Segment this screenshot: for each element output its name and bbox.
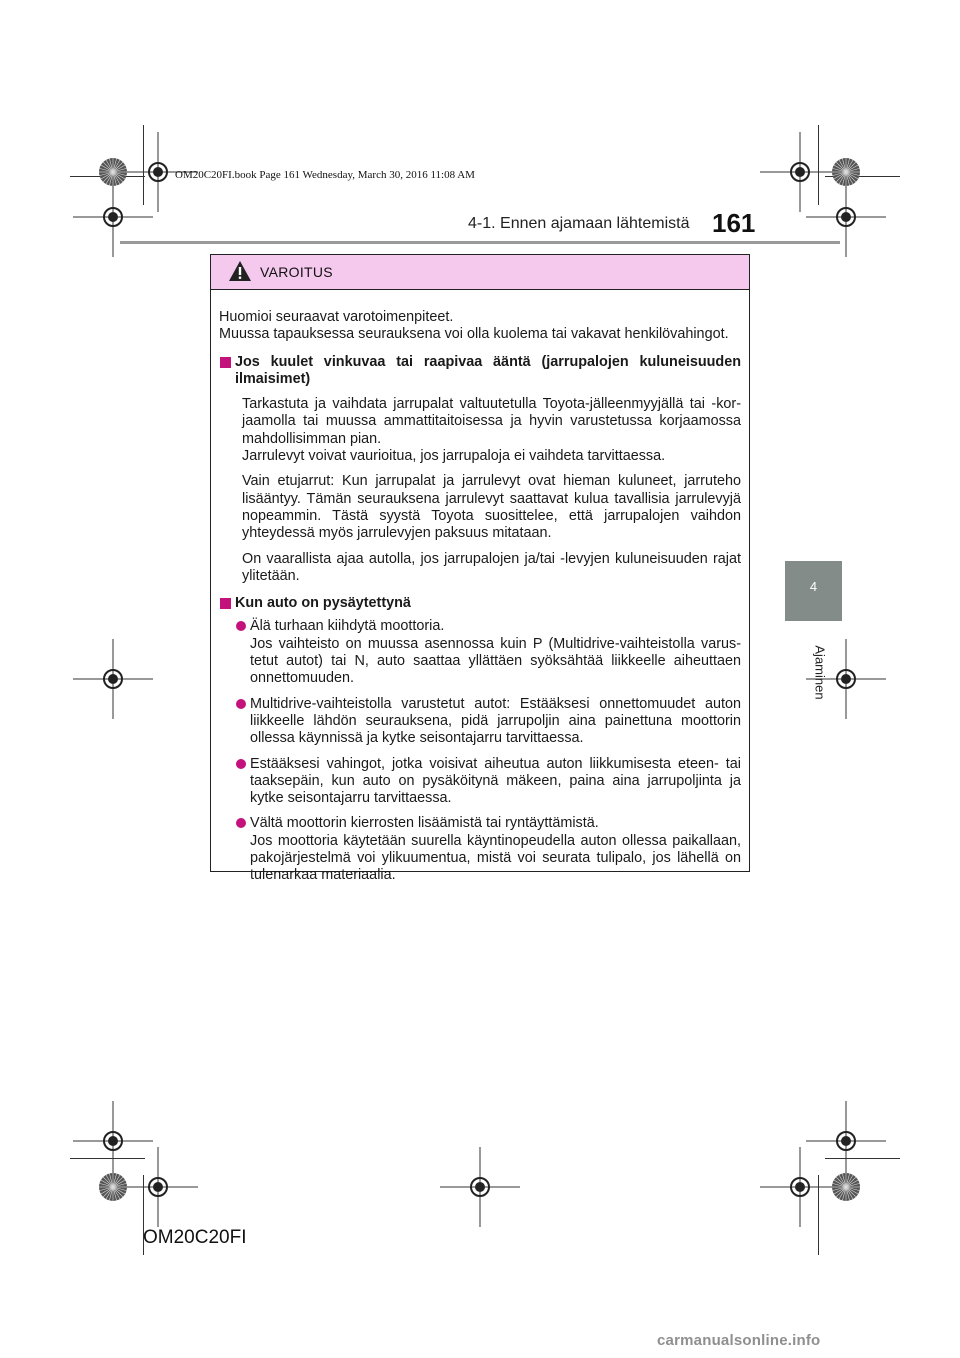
list-item [219, 815, 741, 884]
section-heading [219, 595, 741, 612]
warning-box [210, 254, 750, 884]
section-heading-text: Kun auto on pysäytettynä [235, 595, 411, 612]
sunburst-mark-icon [98, 1172, 128, 1202]
sunburst-mark-icon [831, 1172, 861, 1202]
list-item [219, 696, 741, 748]
chapter-name: Ajaminen [812, 645, 828, 700]
warning-intro-line: Muussa tapauksessa seurauksena voi olla kuolema tai vakavat henkilövahingot. [219, 326, 729, 343]
section-heading-text: Jos kuulet vinkuvaa tai raapivaa ääntä (jarrupalojen kuluneisuuden ilmaisimet) [235, 353, 741, 387]
list-item-text: Estääksesi vahingot, jotka voisivat aiheutua auton liikkumisesta eteen- tai taaksepäin, kun auto on pysäköitynä mäkeen, paina aina jarrupoljinta ja kytke seisontajarru tarvittaessa. [250, 755, 741, 807]
sunburst-mark-icon [98, 157, 128, 187]
list-item-text: Jos vaihteisto on muussa asennossa kuin P (Multidrive-vaihteistolla varus- tetut autot) tai N, auto saattaa yllättäen syöksähtää liikkeelle aiheuttaen onnettomuuden. [250, 635, 741, 687]
crosshair-icon [440, 1147, 520, 1227]
header-rule [120, 241, 840, 244]
crosshair-icon [118, 1147, 198, 1227]
list-item-text: Jos moottoria käytetään suurella käyntinopeudella auton ollessa paikallaan, pakojärjestelmä voi ylikuumentua, mistä voi seurata tulipalo, jos lähellä on tulenarkaa materiaalia. [250, 832, 741, 884]
warning-title: VAROITUS [260, 264, 333, 280]
list-item-lead: Älä turhaan kiihdytä moottoria. [250, 618, 445, 635]
list-item-lead: Vältä moottorin kierrosten lisäämistä tai ryntäyttämistä. [250, 815, 599, 832]
warning-intro-line: Huomioi seuraavat varotoimenpiteet. [219, 309, 454, 325]
sunburst-mark-icon [831, 157, 861, 187]
circle-bullet-icon [236, 759, 246, 769]
paragraph: Tarkastuta ja vaihdata jarrupalat valtuutetulla Toyota-jälleenmyyjällä tai -kor- jaamolla tai muussa ammattitaitoisessa ja hyvin varustetussa korjaamossa mahdollisimman pian. [242, 396, 741, 447]
list-item [219, 618, 741, 687]
circle-bullet-icon [236, 621, 246, 631]
paragraph: Jarrulevyt voivat vaurioitua, jos jarrupaloja ei vaihdeta tarvittaessa. [242, 448, 666, 465]
chapter-number: 4 [809, 579, 818, 594]
list-item [219, 756, 741, 808]
warning-triangle-icon [228, 260, 252, 282]
book-info-line: OM20C20FI.book Page 161 Wednesday, March 30, 2016 11:08 AM [175, 169, 475, 181]
crosshair-icon [760, 1147, 840, 1227]
square-bullet-icon [220, 598, 231, 609]
footer-manual-code: OM20C20FI [143, 1227, 247, 1248]
section-title: 4-1. Ennen ajamaan lähtemistä [468, 215, 690, 232]
paragraph: On vaarallista ajaa autolla, jos jarrupalojen ja/tai -levyjen kuluneisuuden rajat ylitetään. [242, 550, 741, 584]
warning-body [211, 290, 749, 885]
circle-bullet-icon [236, 818, 246, 828]
crosshair-icon [73, 639, 153, 719]
paragraph: Vain etujarrut: Kun jarrupalat ja jarrulevyt ovat hieman kuluneet, jarruteho lisääntyy. Tämän seurauksena jarrulevyt saattavat kulua tavallisia jarrulevyjä nopeammin. Tästä syystä Toyota suosittelee, että jarrupalojen vaihdon yhteydessä myös jarrulevyjen paksuus mitataan. [242, 473, 741, 542]
chapter-tab [785, 561, 842, 621]
crosshair-icon [806, 177, 886, 257]
warning-header [211, 255, 749, 290]
crosshair-icon [73, 177, 153, 257]
square-bullet-icon [220, 357, 231, 368]
page-number: 161 [712, 208, 756, 238]
circle-bullet-icon [236, 699, 246, 709]
watermark: carmanualsonline.info [657, 1332, 821, 1349]
list-item-text: Multidrive-vaihteistolla varustetut autot: Estääksesi onnettomuudet auton liikkeelle lähdön seurauksena, pidä jarrupoljin aina painettuna moottorin ollessa käynnissä ja kytke seisontajarru tarvittaessa. [250, 695, 741, 747]
section-heading [219, 354, 741, 389]
